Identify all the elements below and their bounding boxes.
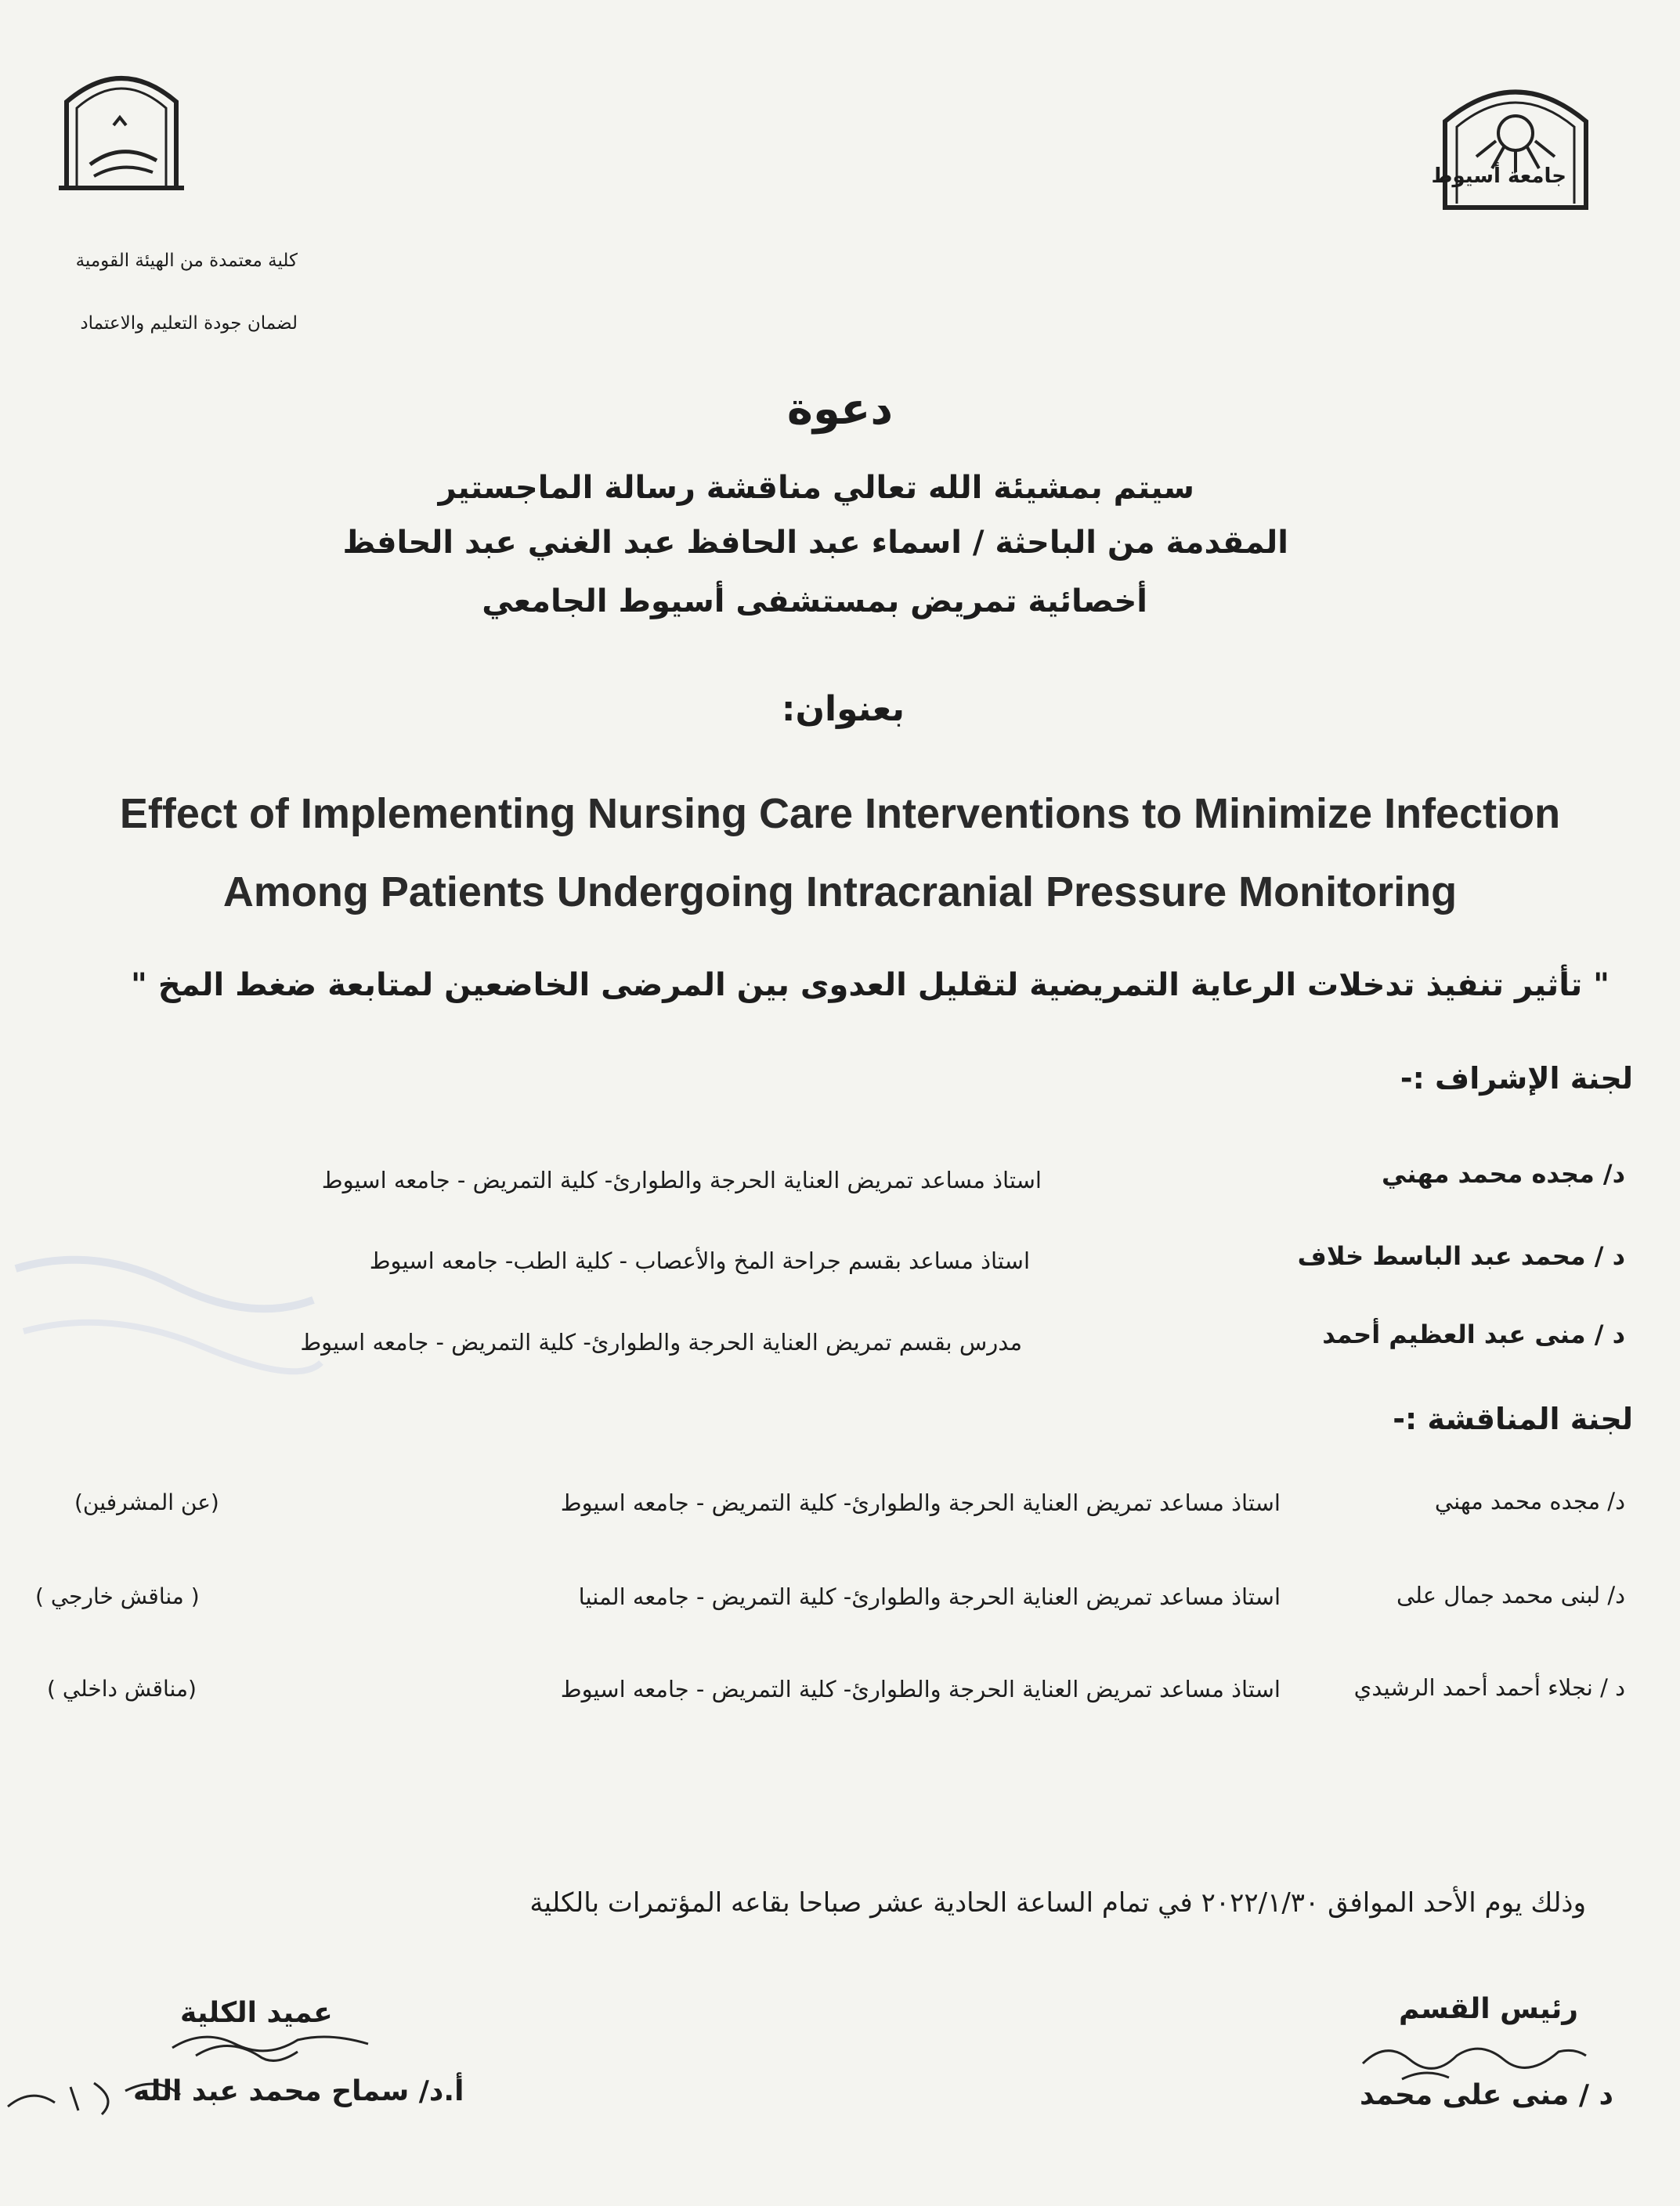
- dept-head-name: د / منى على محمد: [1359, 2079, 1613, 2111]
- university-logo: [1433, 78, 1598, 211]
- university-logo-caption: جامعة أسيوط: [1431, 164, 1566, 188]
- supervisor-position: استاذ مساعد تمريض العناية الحرجة والطوارئ- كلية التمريض - جامعه اسيوط: [321, 1167, 1042, 1193]
- supervisor-name: د/ مجده محمد مهني: [1382, 1159, 1625, 1189]
- accreditation-line-1: كلية معتمدة من الهيئة القومية: [75, 251, 298, 271]
- supervisor-name: د / محمد عبد الباسط خلاف: [1297, 1241, 1625, 1271]
- examiner-name: د/ مجده محمد مهني: [1434, 1488, 1625, 1515]
- examiner-role: ( مناقش خارجي ): [35, 1583, 200, 1609]
- examiner-position: استاذ مساعد تمريض العناية الحرجة والطوارئ- كلية التمريض - جامعه اسيوط: [560, 1676, 1281, 1702]
- supervisor-position: استاذ مساعد بقسم جراحة المخ والأعصاب - كلية الطب- جامعه اسيوط: [369, 1247, 1030, 1274]
- dean-name: أ.د/ سماح محمد عبد الله: [133, 2075, 464, 2107]
- dept-head-label: رئيس القسم: [1399, 1993, 1578, 2025]
- watermark-image: [0, 1237, 329, 1410]
- english-title-line-2: Among Patients Undergoing Intracranial Pressure Monitoring: [222, 868, 1458, 915]
- examiner-role: (مناقش داخلي ): [47, 1676, 197, 1702]
- dean-label: عميد الكلية: [180, 1997, 333, 2029]
- faculty-logo: [47, 63, 196, 196]
- title-label: بعنوان:: [781, 689, 905, 729]
- arabic-thesis-title: " تأثير تنفيذ تدخلات الرعاية التمريضية لتقليل العدوى بين المرضى الخاضعين لمتابعة ضغط المخ ": [131, 967, 1610, 1003]
- examiner-position: استاذ مساعد تمريض العناية الحرجة والطوارئ- كلية التمريض - جامعه المنيا: [578, 1583, 1281, 1610]
- supervisor-name: د / منى عبد العظيم أحمد: [1322, 1320, 1625, 1349]
- supervision-heading: لجنة الإشراف :-: [1400, 1061, 1633, 1096]
- supervisor-position: مدرس بقسم تمريض العناية الحرجة والطوارئ- كلية التمريض - جامعه اسيوط: [300, 1329, 1022, 1356]
- english-title-line-1: Effect of Implementing Nursing Care Interventions to Minimize Infection: [119, 790, 1561, 837]
- page-title: دعوة: [786, 384, 894, 435]
- intro-line-1: سيتم بمشيئة الله تعالي مناقشة رسالة الماجستير: [438, 470, 1194, 506]
- examiner-name: د / نجلاء أحمد أحمد الرشيدي: [1353, 1674, 1625, 1701]
- dean-signature: [0, 2013, 407, 2130]
- intro-line-3: أخصائية تمريض بمستشفى أسيوط الجامعي: [482, 583, 1147, 619]
- examiner-position: استاذ مساعد تمريض العناية الحرجة والطوارئ- كلية التمريض - جامعه اسيوط: [560, 1489, 1281, 1516]
- dept-head-signature: [1355, 2024, 1590, 2087]
- date-line: وذلك يوم الأحد الموافق ٢٠٢٢/١/٣٠ في تمام الساعة الحادية عشر صباحا بقاعه المؤتمرات بالكلية: [529, 1887, 1586, 1919]
- examiner-role: (عن المشرفين): [74, 1489, 219, 1515]
- discussion-heading: لجنة المناقشة :-: [1393, 1402, 1633, 1436]
- examiner-name: د/ لبنى محمد جمال على: [1396, 1582, 1625, 1608]
- intro-line-2: المقدمة من الباحثة / اسماء عبد الحافظ عبد الغني عبد الحافظ: [342, 525, 1288, 561]
- accreditation-line-2: لضمان جودة التعليم والاعتماد: [80, 313, 298, 334]
